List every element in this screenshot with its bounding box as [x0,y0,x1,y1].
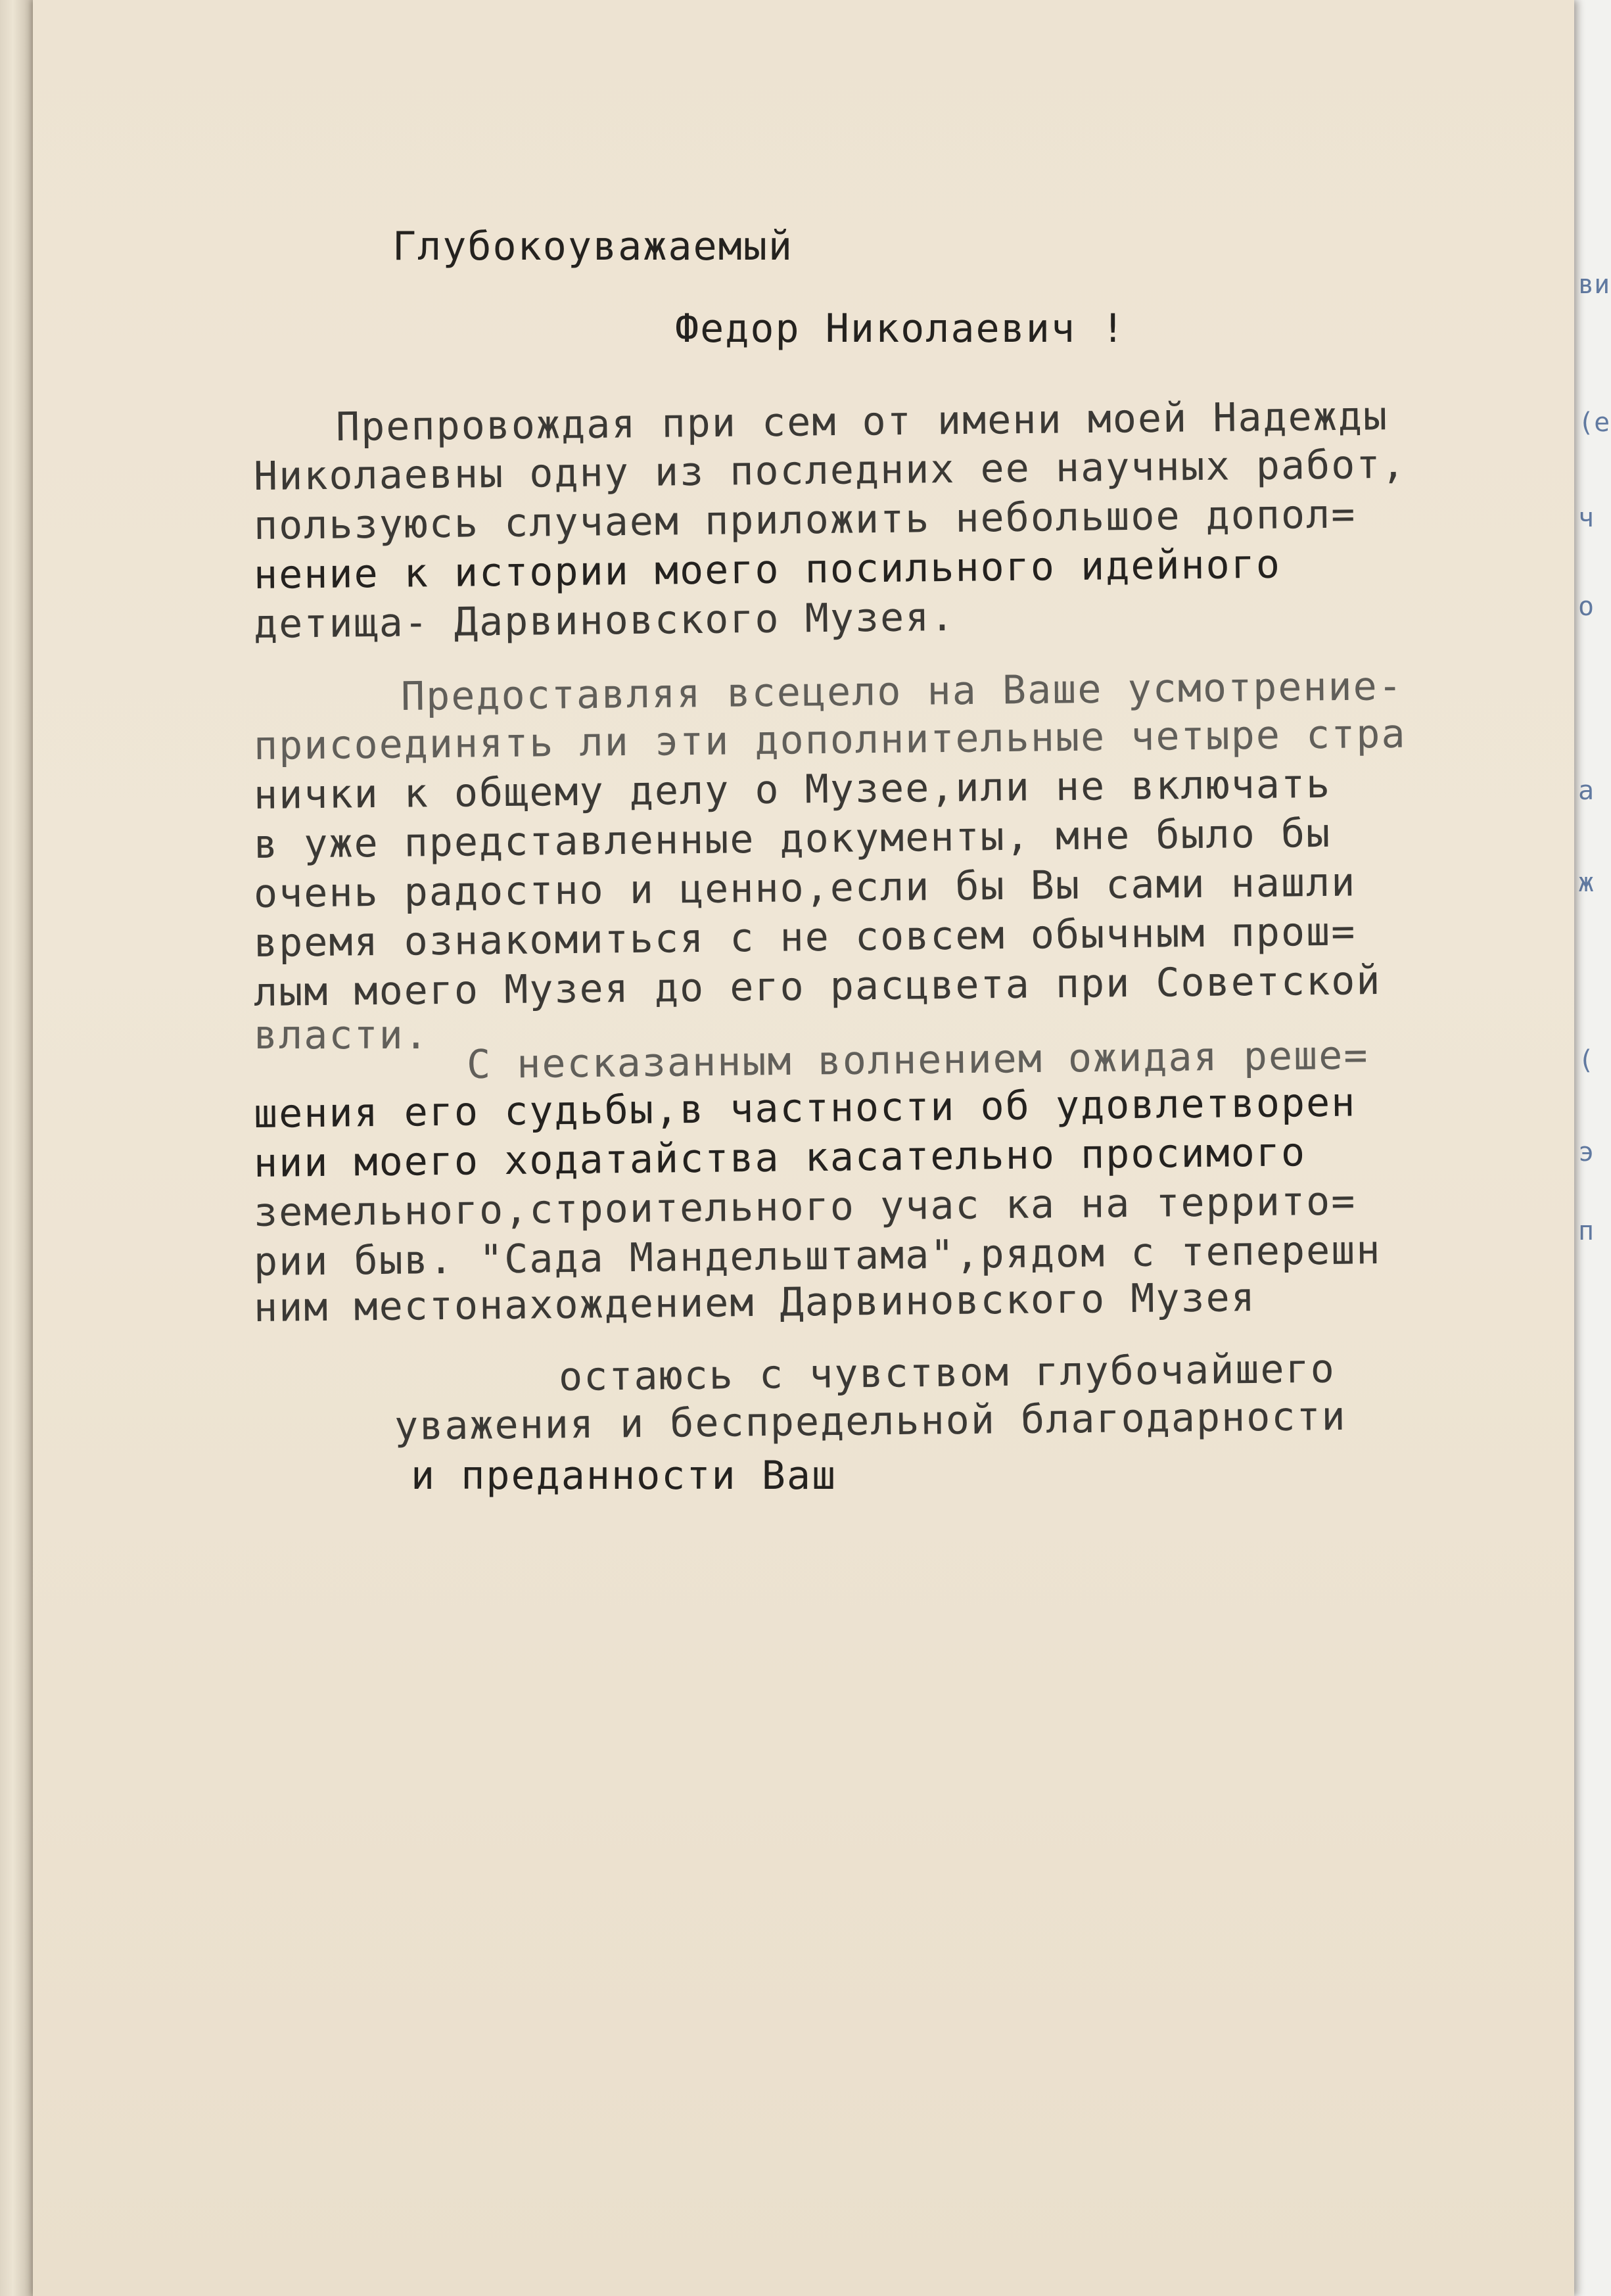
underlying-page-edge: ви (е ч о а ж ( э п [1573,0,1611,2296]
paragraph-2-line: нички к общему делу о Музее,или не включать [253,761,1332,818]
paragraph-3-line: шения его судьбы,в частности об удовлетворен [253,1079,1357,1137]
salutation: Глубокоуважаемый [392,223,793,269]
paragraph-3-line: нии моего ходатайства касательно просимого [253,1129,1307,1186]
paragraph-3-line: земельного,строительного учас ка на террито= [253,1178,1357,1236]
paragraph-1-line: детища- Дарвиновского Музея. [253,594,956,647]
paragraph-3-line: ним местонахождением Дарвиновского Музея [253,1275,1257,1331]
letter-page [33,0,1574,2296]
paragraph-2-line: лым моего Музея до его расцвета при Советской [253,958,1382,1016]
closing-line: уважения и беспредельной благодарности [394,1393,1347,1449]
paragraph-1-line: нение к истории моего посильного идейного [253,541,1282,598]
paragraph-1-line: Препровождая при сем от имени моей Надежды [335,393,1389,450]
addressee: Федор Николаевич ! [675,306,1127,352]
paragraph-2-line: Предоставляя всецело на Ваше усмотрение- [400,663,1404,720]
paragraph-2-line: время ознакомиться с не совсем обычным прош= [253,908,1357,966]
paragraph-2-line: присоединять ли эти дополнительные четыре стра [253,711,1407,769]
closing-line: и преданности Ваш [411,1453,837,1499]
paragraph-3-line: С несказанным волнением ожидая реше= [466,1032,1369,1088]
paragraph-2-line: в уже представленные документы, мне было бы [253,810,1332,868]
paragraph-1-line: Николаевны одну из последних ее научных работ, [253,441,1407,500]
paragraph-2-line: власти. [254,1012,429,1058]
closing-line: остаюсь с чувством глубочайшего [558,1346,1336,1400]
paragraph-2-line: очень радостно и ценно,если бы Вы сами нашли [253,859,1357,917]
paragraph-1-line: пользуюсь случаем приложить небольшое допол= [253,491,1357,549]
paragraph-3-line: рии быв. "Сада Мандельштама",рядом с теперешн [253,1227,1382,1285]
